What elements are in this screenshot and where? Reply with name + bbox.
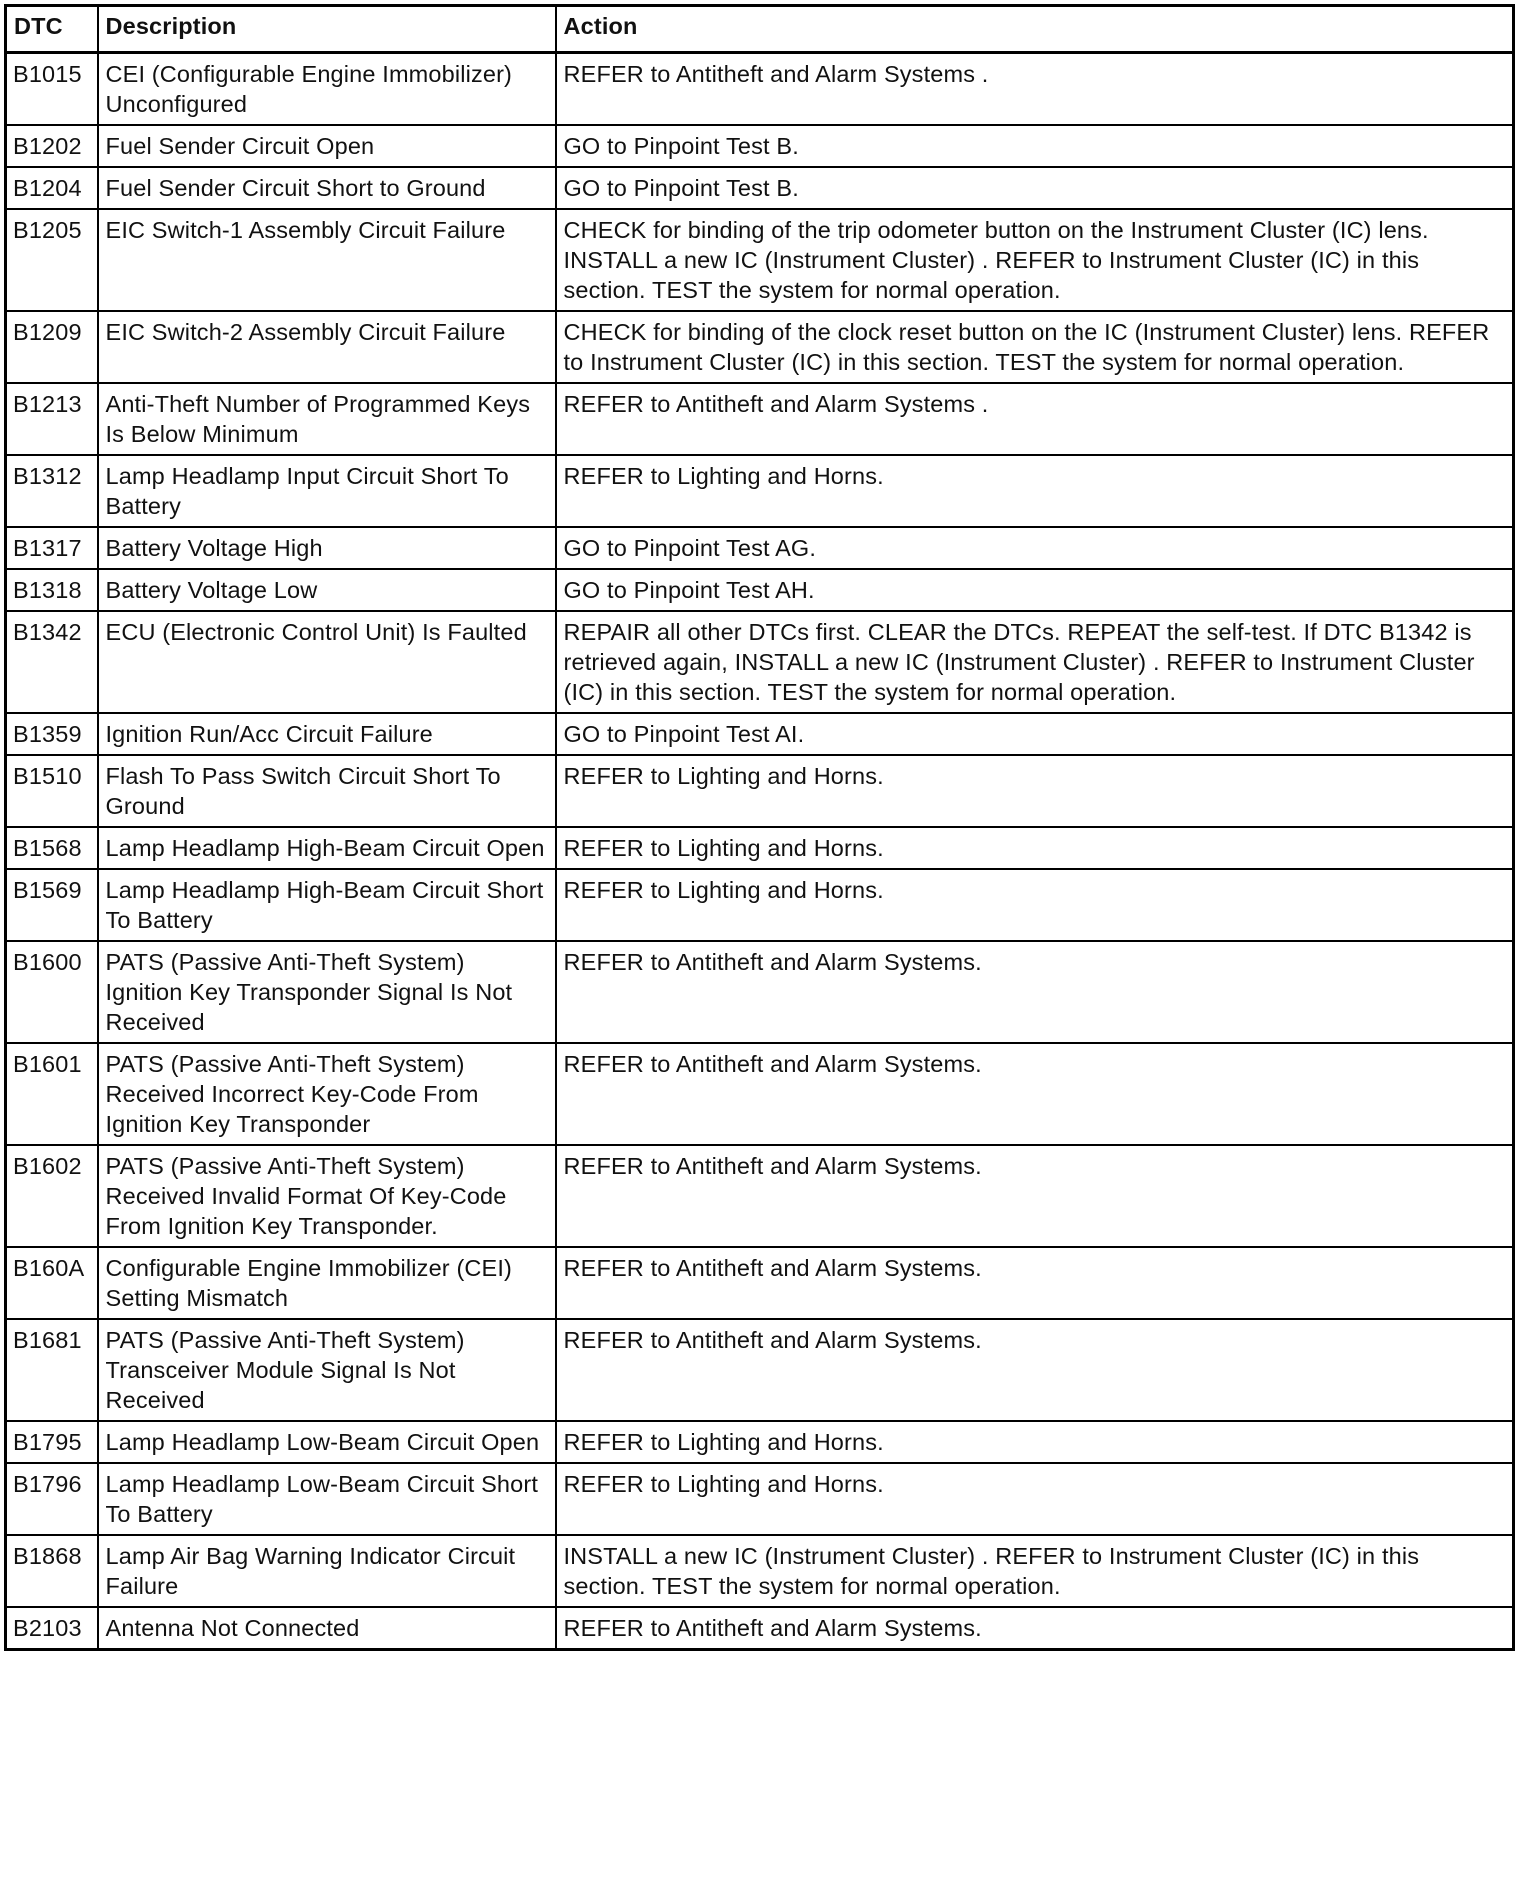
dtc-code-cell: B1796 (6, 1463, 98, 1535)
dtc-code-cell: B1317 (6, 527, 98, 569)
table-row (6, 311, 1514, 383)
dtc-code-cell: B160A (6, 1247, 98, 1319)
action-cell: REFER to Lighting and Horns. (556, 1463, 1514, 1535)
dtc-code-cell: B1359 (6, 713, 98, 755)
description-cell: ECU (Electronic Control Unit) Is Faulted (98, 611, 556, 713)
description-cell: Lamp Headlamp High-Beam Circuit Open (98, 827, 556, 869)
table-row (6, 755, 1514, 827)
dtc-code-cell: B1601 (6, 1043, 98, 1145)
dtc-code-cell: B1795 (6, 1421, 98, 1463)
dtc-code-cell: B1015 (6, 53, 98, 126)
action-cell: REFER to Antitheft and Alarm Systems. (556, 941, 1514, 1043)
dtc-code-cell: B1868 (6, 1535, 98, 1607)
dtc-code-cell: B1202 (6, 125, 98, 167)
description-cell: Lamp Air Bag Warning Indicator Circuit Failure (98, 1535, 556, 1607)
table-row (6, 1247, 1514, 1319)
action-cell: REFER to Lighting and Horns. (556, 827, 1514, 869)
description-cell: PATS (Passive Anti-Theft System) Received Incorrect Key-Code From Ignition Key Transponder (98, 1043, 556, 1145)
description-cell: Lamp Headlamp High-Beam Circuit Short To Battery (98, 869, 556, 941)
description-cell: EIC Switch-1 Assembly Circuit Failure (98, 209, 556, 311)
table-row (6, 1463, 1514, 1535)
description-cell: Fuel Sender Circuit Open (98, 125, 556, 167)
dtc-table-container (4, 4, 1512, 1651)
action-cell: CHECK for binding of the clock reset button on the IC (Instrument Cluster) lens. REFER to Instrument Cluster (IC) in this section. TEST the system for normal operation. (556, 311, 1514, 383)
action-cell: REFER to Antitheft and Alarm Systems. (556, 1043, 1514, 1145)
dtc-code-cell: B1681 (6, 1319, 98, 1421)
header-action: Action (556, 6, 1514, 53)
table-row (6, 611, 1514, 713)
dtc-code-cell: B2103 (6, 1607, 98, 1650)
dtc-code-cell: B1209 (6, 311, 98, 383)
description-cell: Battery Voltage Low (98, 569, 556, 611)
action-cell: REFER to Lighting and Horns. (556, 869, 1514, 941)
description-cell: Fuel Sender Circuit Short to Ground (98, 167, 556, 209)
description-cell: Battery Voltage High (98, 527, 556, 569)
action-cell: GO to Pinpoint Test AH. (556, 569, 1514, 611)
table-row (6, 53, 1514, 126)
description-cell: Lamp Headlamp Low-Beam Circuit Short To Battery (98, 1463, 556, 1535)
dtc-code-cell: B1568 (6, 827, 98, 869)
action-cell: REFER to Antitheft and Alarm Systems. (556, 1145, 1514, 1247)
action-cell: GO to Pinpoint Test B. (556, 125, 1514, 167)
action-cell: REFER to Antitheft and Alarm Systems. (556, 1319, 1514, 1421)
table-body (6, 53, 1514, 1650)
description-cell: Antenna Not Connected (98, 1607, 556, 1650)
dtc-code-cell: B1204 (6, 167, 98, 209)
description-cell: Flash To Pass Switch Circuit Short To Ground (98, 755, 556, 827)
table-row (6, 455, 1514, 527)
table-row (6, 167, 1514, 209)
table-row (6, 209, 1514, 311)
dtc-code-cell: B1602 (6, 1145, 98, 1247)
table-row (6, 1535, 1514, 1607)
dtc-code-cell: B1600 (6, 941, 98, 1043)
description-cell: Ignition Run/Acc Circuit Failure (98, 713, 556, 755)
table-row (6, 125, 1514, 167)
table-row (6, 1145, 1514, 1247)
action-cell: INSTALL a new IC (Instrument Cluster) . REFER to Instrument Cluster (IC) in this section. TEST the system for normal operation. (556, 1535, 1514, 1607)
table-row (6, 869, 1514, 941)
description-cell: CEI (Configurable Engine Immobilizer) Unconfigured (98, 53, 556, 126)
description-cell: PATS (Passive Anti-Theft System) Ignition Key Transponder Signal Is Not Received (98, 941, 556, 1043)
table-row (6, 383, 1514, 455)
action-cell: CHECK for binding of the trip odometer button on the Instrument Cluster (IC) lens. INSTALL a new IC (Instrument Cluster) . REFER to Instrument Cluster (IC) in this section. TEST the system for normal operation. (556, 209, 1514, 311)
dtc-code-cell: B1205 (6, 209, 98, 311)
table-row (6, 569, 1514, 611)
table-row (6, 527, 1514, 569)
description-cell: EIC Switch-2 Assembly Circuit Failure (98, 311, 556, 383)
table-row (6, 827, 1514, 869)
dtc-code-cell: B1342 (6, 611, 98, 713)
action-cell: REFER to Lighting and Horns. (556, 755, 1514, 827)
header-dtc: DTC (6, 6, 98, 53)
description-cell: Lamp Headlamp Input Circuit Short To Battery (98, 455, 556, 527)
table-row (6, 713, 1514, 755)
dtc-code-cell: B1318 (6, 569, 98, 611)
dtc-code-cell: B1312 (6, 455, 98, 527)
dtc-code-cell: B1569 (6, 869, 98, 941)
dtc-code-cell: B1510 (6, 755, 98, 827)
action-cell: GO to Pinpoint Test AG. (556, 527, 1514, 569)
description-cell: Anti-Theft Number of Programmed Keys Is Below Minimum (98, 383, 556, 455)
table-row (6, 1043, 1514, 1145)
action-cell: REFER to Antitheft and Alarm Systems . (556, 53, 1514, 126)
description-cell: PATS (Passive Anti-Theft System) Transceiver Module Signal Is Not Received (98, 1319, 556, 1421)
dtc-code-cell: B1213 (6, 383, 98, 455)
description-cell: Configurable Engine Immobilizer (CEI) Setting Mismatch (98, 1247, 556, 1319)
table-header-row (6, 6, 1514, 53)
header-description: Description (98, 6, 556, 53)
action-cell: REFER to Antitheft and Alarm Systems . (556, 383, 1514, 455)
table-row (6, 941, 1514, 1043)
table-row (6, 1319, 1514, 1421)
description-cell: PATS (Passive Anti-Theft System) Received Invalid Format Of Key-Code From Ignition Key Transponder. (98, 1145, 556, 1247)
table-row (6, 1607, 1514, 1650)
action-cell: REFER to Antitheft and Alarm Systems. (556, 1247, 1514, 1319)
action-cell: GO to Pinpoint Test B. (556, 167, 1514, 209)
action-cell: REFER to Antitheft and Alarm Systems. (556, 1607, 1514, 1650)
action-cell: GO to Pinpoint Test AI. (556, 713, 1514, 755)
action-cell: REPAIR all other DTCs first. CLEAR the DTCs. REPEAT the self-test. If DTC B1342 is retrieved again, INSTALL a new IC (Instrument Cluster) . REFER to Instrument Cluster (IC) in this section. TEST the system for normal operation. (556, 611, 1514, 713)
action-cell: REFER to Lighting and Horns. (556, 1421, 1514, 1463)
description-cell: Lamp Headlamp Low-Beam Circuit Open (98, 1421, 556, 1463)
table-row (6, 1421, 1514, 1463)
dtc-table (4, 4, 1515, 1651)
action-cell: REFER to Lighting and Horns. (556, 455, 1514, 527)
